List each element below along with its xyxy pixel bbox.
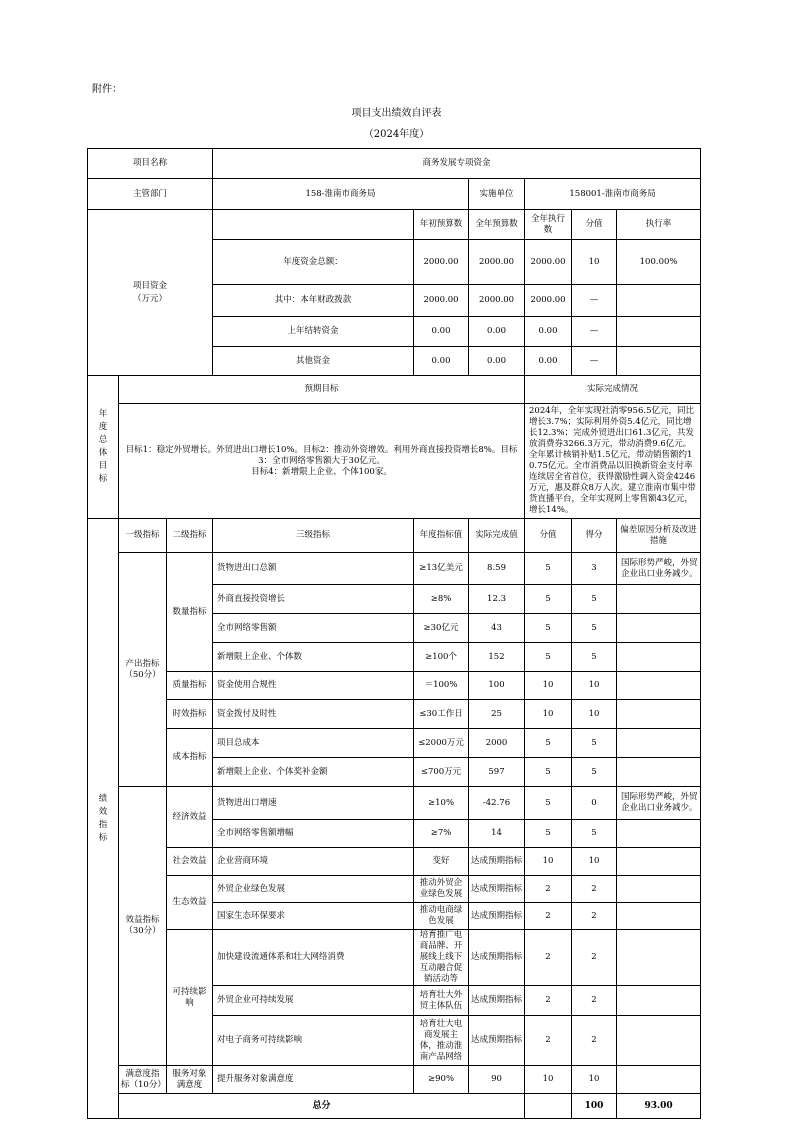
- indicator-score: 5: [572, 820, 617, 848]
- indicator-reason: [617, 1066, 701, 1094]
- satisfaction-indicator-label: 满意度指 标（10分）: [119, 1066, 167, 1094]
- funds-header-initial: 年初预算数: [414, 210, 469, 240]
- indicator-actual: 达成预期指标: [469, 930, 525, 986]
- funds-row-score-value: 10: [572, 240, 617, 285]
- indicator-target: 变好: [414, 848, 469, 876]
- indicator-score: 2: [572, 1016, 617, 1066]
- indicator-actual: 达成预期指标: [469, 903, 525, 930]
- funds-header-blank: [213, 210, 414, 240]
- indicator-actual: 达成预期指标: [469, 1016, 525, 1066]
- perf-header-actual: 实际完成值: [469, 519, 525, 553]
- funds-row-annual: 2000.00: [469, 285, 525, 317]
- expected-goal-text: 目标1：稳定外贸增长。外贸进出口增长10%。目标2：推动外资增效。利用外商直接投资增长8%。目标3：全市网络零售额大于30亿元。 目标4：新增限上企业、个体100家。: [119, 404, 525, 519]
- indicator-actual: 14: [469, 820, 525, 848]
- actual-result-header: 实际完成情况: [525, 376, 701, 404]
- indicator-target: 推动电商绿色发展: [414, 903, 469, 930]
- funds-header-score-value: 分值: [572, 210, 617, 240]
- indicator-name: 企业营商环境: [213, 848, 414, 876]
- indicator-value: 5: [525, 729, 572, 758]
- project-name-label: 项目名称: [88, 149, 213, 179]
- indicator-value: 5: [525, 787, 572, 820]
- indicator-score: 5: [572, 585, 617, 614]
- indicator-score: 2: [572, 903, 617, 930]
- funds-row-exec: 0.00: [525, 347, 572, 376]
- funds-row-score-value: —: [572, 317, 617, 347]
- evaluation-table: [87, 148, 701, 1119]
- effect-indicator-label: 效益指标 （30分）: [119, 787, 167, 1066]
- indicator-reason: [617, 986, 701, 1016]
- indicator-name: 货物进出口总额: [213, 553, 414, 585]
- indicator-reason: [617, 643, 701, 672]
- funds-label: 项目资金 （万元）: [88, 210, 213, 376]
- indicator-score: 5: [572, 614, 617, 643]
- indicator-target: ≤700万元: [414, 758, 469, 787]
- service-indicator-label: 服务对象 满意度: [167, 1066, 213, 1094]
- indicator-actual: 达成预期指标: [469, 876, 525, 903]
- indicator-actual: 90: [469, 1066, 525, 1094]
- indicator-value: 10: [525, 848, 572, 876]
- indicator-target: 培育壮大外贸主体队伍: [414, 986, 469, 1016]
- indicator-score: 10: [572, 848, 617, 876]
- indicator-reason: [617, 729, 701, 758]
- dept-label: 主管部门: [88, 179, 213, 210]
- indicator-target: ≥13亿美元: [414, 553, 469, 585]
- dept-value: 158-淮南市商务局: [213, 179, 469, 210]
- indicator-value: 10: [525, 1066, 572, 1094]
- indicator-score: 5: [572, 729, 617, 758]
- indicator-target: ≥90%: [414, 1066, 469, 1094]
- indicator-reason: 国际形势严峻，外贸企业出口业务减少。: [617, 787, 701, 820]
- funds-row-rate: [617, 317, 701, 347]
- indicator-target: ＝100%: [414, 672, 469, 700]
- indicator-actual: 2000: [469, 729, 525, 758]
- indicator-name: 新增限上企业、个体数: [213, 643, 414, 672]
- indicator-name: 外商直接投资增长: [213, 585, 414, 614]
- attachment-label: 附件：: [92, 84, 122, 95]
- indicator-reason: [617, 820, 701, 848]
- indicator-name: 加快建设流通体系和壮大网络消费: [213, 930, 414, 986]
- funds-row-initial: 0.00: [414, 347, 469, 376]
- indicator-actual: 达成预期指标: [469, 986, 525, 1016]
- impl-label: 实施单位: [469, 179, 525, 210]
- quality-indicator-label: 质量指标: [167, 672, 213, 700]
- indicator-value: 2: [525, 930, 572, 986]
- indicator-actual: 25: [469, 700, 525, 729]
- funds-row-exec: 2000.00: [525, 240, 572, 285]
- funds-header-annual: 全年预算数: [469, 210, 525, 240]
- indicator-target: 推动外贸企业绿色发展: [414, 876, 469, 903]
- total-value: 100: [572, 1094, 617, 1119]
- indicator-name: 项目总成本: [213, 729, 414, 758]
- indicator-value: 5: [525, 585, 572, 614]
- indicator-value: 5: [525, 820, 572, 848]
- indicator-target: ≥30亿元: [414, 614, 469, 643]
- funds-row-annual: 0.00: [469, 317, 525, 347]
- indicator-value: 10: [525, 700, 572, 729]
- indicator-name: 全市网络零售额增幅: [213, 820, 414, 848]
- indicator-value: 10: [525, 672, 572, 700]
- impl-value: 158001-淮南市商务局: [525, 179, 701, 210]
- indicator-score: 10: [572, 700, 617, 729]
- indicator-reason: [617, 672, 701, 700]
- page-title: 项目支出绩效自评表: [351, 108, 442, 119]
- indicator-target: ≥100个: [414, 643, 469, 672]
- indicator-actual: 达成预期指标: [469, 848, 525, 876]
- indicator-score: 2: [572, 986, 617, 1016]
- indicator-target: ≥7%: [414, 820, 469, 848]
- indicator-target: ≤30工作日: [414, 700, 469, 729]
- actual-result-text: 2024年，全年实现社消零956.5亿元，同比增长3.7%；实际利用外资5.4亿元，同比增长12.3%；完成外贸进出口61.3亿元，共发放消费券3266.3万元，带动消费9.6亿元。全年累计核销补贴1.5亿元，带动销售额约10.75亿元。全市消费品以旧换新资金支付率连续居全省首位，获得激励性调入资金4246万元，惠及群众8万人次。建立淮南市集中带货直播平台，全年实现网上零售额43亿元，增长14%。: [525, 404, 701, 519]
- perf-label: 绩 效 指 标: [88, 519, 119, 1119]
- funds-row-label: 年度资金总额：: [213, 240, 414, 285]
- indicator-value: 2: [525, 876, 572, 903]
- social-indicator-label: 社会效益: [167, 848, 213, 876]
- indicator-value: 5: [525, 643, 572, 672]
- indicator-name: 对电子商务可持续影响: [213, 1016, 414, 1066]
- goals-label: 年 度 总 体 目 标: [88, 376, 119, 519]
- funds-row-label: 其他资金: [213, 347, 414, 376]
- indicator-actual: -42.76: [469, 787, 525, 820]
- indicator-actual: 43: [469, 614, 525, 643]
- report-year: （2024年度）: [363, 129, 430, 140]
- indicator-value: 2: [525, 986, 572, 1016]
- indicator-value: 5: [525, 553, 572, 585]
- perf-header-level1: 一级指标: [119, 519, 167, 553]
- funds-row-initial: 2000.00: [414, 285, 469, 317]
- indicator-name: 资金使用合规性: [213, 672, 414, 700]
- indicator-name: 新增限上企业、个体奖补金额: [213, 758, 414, 787]
- indicator-name: 货物进出口增速: [213, 787, 414, 820]
- indicator-reason: [617, 876, 701, 903]
- sustainable-indicator-label: 可持续影 响: [167, 930, 213, 1066]
- indicator-reason: [617, 848, 701, 876]
- quantity-indicator-label: 数量指标: [167, 553, 213, 672]
- total-blank: [525, 1094, 572, 1119]
- indicator-reason: [617, 930, 701, 986]
- indicator-score: 5: [572, 758, 617, 787]
- indicator-reason: [617, 614, 701, 643]
- perf-header-target: 年度指标值: [414, 519, 469, 553]
- funds-row-rate: 100.00%: [617, 240, 701, 285]
- total-label: 总分: [119, 1094, 525, 1119]
- indicator-target: 培育推广电商品牌、开展线上线下互动融合促销活动等: [414, 930, 469, 986]
- indicator-reason: [617, 758, 701, 787]
- indicator-value: 2: [525, 903, 572, 930]
- indicator-reason: [617, 903, 701, 930]
- funds-row-rate: [617, 347, 701, 376]
- indicator-score: 2: [572, 930, 617, 986]
- funds-row-label: 其中：本年财政拨款: [213, 285, 414, 317]
- perf-header-reason: 偏差原因分析及改进措施: [617, 519, 701, 553]
- perf-header-level3: 三级指标: [213, 519, 414, 553]
- funds-row-annual: 0.00: [469, 347, 525, 376]
- indicator-value: 2: [525, 1016, 572, 1066]
- ecological-indicator-label: 生态效益: [167, 876, 213, 930]
- project-name-value: 商务发展专项资金: [213, 149, 701, 179]
- indicator-actual: 152: [469, 643, 525, 672]
- funds-row-label: 上年结转资金: [213, 317, 414, 347]
- funds-row-rate: [617, 285, 701, 317]
- indicator-actual: 597: [469, 758, 525, 787]
- funds-row-score-value: —: [572, 347, 617, 376]
- indicator-name: 外贸企业可持续发展: [213, 986, 414, 1016]
- indicator-reason: [617, 585, 701, 614]
- funds-row-initial: 0.00: [414, 317, 469, 347]
- indicator-value: 5: [525, 614, 572, 643]
- indicator-actual: 100: [469, 672, 525, 700]
- indicator-reason: 国际形势严峻，外贸企业出口业务减少。: [617, 553, 701, 585]
- indicator-name: 资金拨付及时性: [213, 700, 414, 729]
- indicator-score: 0: [572, 787, 617, 820]
- funds-row-score-value: —: [572, 285, 617, 317]
- output-indicator-label: 产出指标 （50分）: [119, 553, 167, 787]
- indicator-score: 10: [572, 672, 617, 700]
- perf-header-level2: 二级指标: [167, 519, 213, 553]
- indicator-reason: [617, 1016, 701, 1066]
- funds-row-exec: 0.00: [525, 317, 572, 347]
- indicator-score: 5: [572, 643, 617, 672]
- total-score: 93.00: [617, 1094, 701, 1119]
- indicator-target: ≤2000万元: [414, 729, 469, 758]
- indicator-score: 10: [572, 1066, 617, 1094]
- indicator-value: 5: [525, 758, 572, 787]
- funds-header-exec: 全年执行数: [525, 210, 572, 240]
- indicator-target: ≥8%: [414, 585, 469, 614]
- indicator-actual: 8.59: [469, 553, 525, 585]
- timeliness-indicator-label: 时效指标: [167, 700, 213, 729]
- funds-row-annual: 2000.00: [469, 240, 525, 285]
- indicator-actual: 12.3: [469, 585, 525, 614]
- indicator-name: 国家生态环保要求: [213, 903, 414, 930]
- indicator-target: ≥10%: [414, 787, 469, 820]
- indicator-reason: [617, 700, 701, 729]
- funds-header-rate: 执行率: [617, 210, 701, 240]
- expected-goal-header: 预期目标: [119, 376, 525, 404]
- perf-header-value: 分值: [525, 519, 572, 553]
- indicator-score: 2: [572, 876, 617, 903]
- indicator-name: 全市网络零售额: [213, 614, 414, 643]
- indicator-score: 3: [572, 553, 617, 585]
- indicator-name: 外贸企业绿色发展: [213, 876, 414, 903]
- indicator-name: 提升服务对象满意度: [213, 1066, 414, 1094]
- cost-indicator-label: 成本指标: [167, 729, 213, 787]
- funds-row-initial: 2000.00: [414, 240, 469, 285]
- perf-header-score: 得分: [572, 519, 617, 553]
- indicator-target: 培育壮大电商发展主体，推动淮南产品网络: [414, 1016, 469, 1066]
- funds-row-exec: 2000.00: [525, 285, 572, 317]
- economic-indicator-label: 经济效益: [167, 787, 213, 848]
